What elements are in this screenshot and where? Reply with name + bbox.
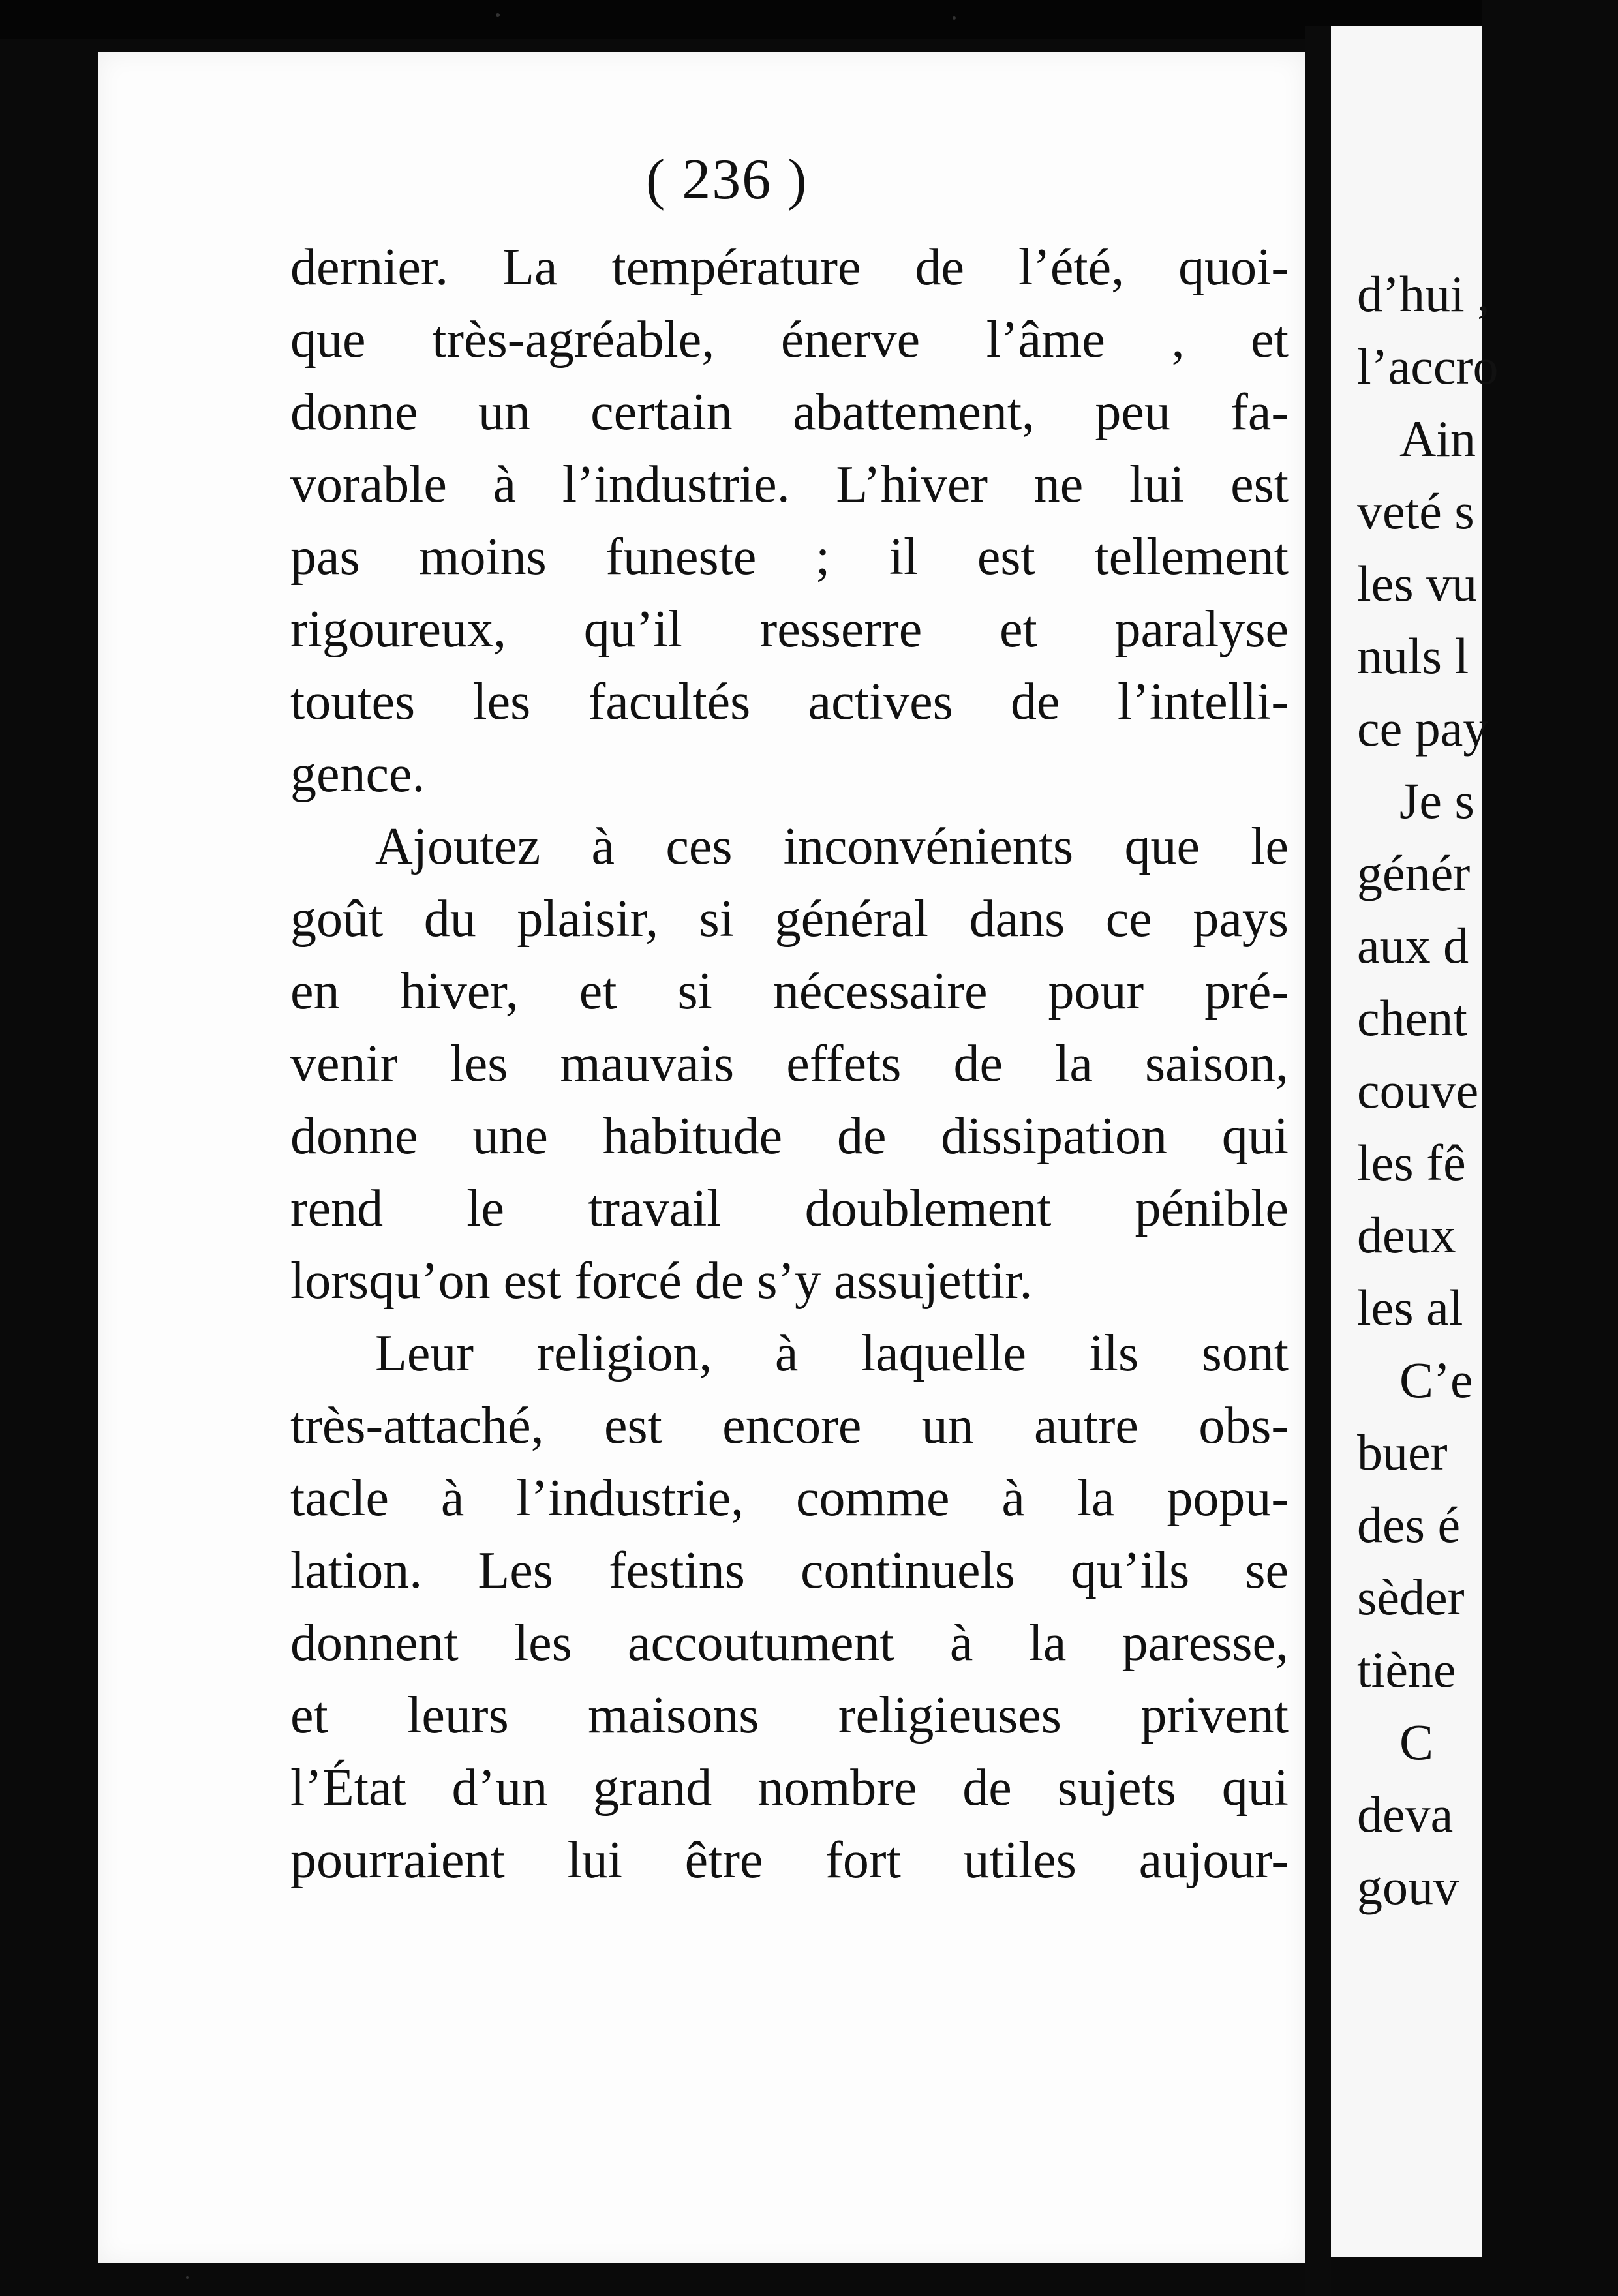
text-line: donnent les accoutument à la paresse, (290, 1614, 1289, 1672)
facing-text-line: les vu (1357, 555, 1478, 612)
facing-text-line: Je s (1399, 772, 1474, 829)
facing-text-line: C (1399, 1714, 1434, 1770)
text-line: très-attaché, est encore un autre obs- (290, 1397, 1289, 1455)
facing-text-line: tiène (1357, 1641, 1456, 1698)
facing-text-line: Ain (1399, 410, 1476, 467)
facing-text-line: deva (1357, 1786, 1454, 1843)
facing-text-line: deux (1357, 1207, 1456, 1263)
text-line: donne une habitude de dissipation qui (290, 1108, 1289, 1165)
text-line: tacle à l’industrie, comme à la popu- (290, 1470, 1289, 1527)
text-line: pas moins funeste ; il est tellement (290, 528, 1289, 586)
text-line: l’État d’un grand nombre de sujets qui (290, 1759, 1289, 1817)
scan-border-top (0, 0, 1482, 39)
text-line: goût du plaisir, si général dans ce pays (290, 890, 1289, 948)
text-line: vorable à l’industrie. L’hiver ne lui est (290, 456, 1289, 513)
facing-text-line: des é (1357, 1496, 1461, 1553)
facing-text-line: veté s (1357, 483, 1474, 539)
text-line: pourraient lui être fort utiles aujour- (290, 1832, 1289, 1889)
text-line: venir les mauvais effets de la saison, (290, 1035, 1289, 1093)
scan-speck (186, 2276, 189, 2279)
text-line: toutes les facultés actives de l’intelli- (290, 673, 1289, 731)
text-line: gence. (290, 746, 425, 803)
facing-text-line: buer (1357, 1424, 1448, 1481)
text-line: que très-agréable, énerve l’âme , et (290, 311, 1289, 369)
text-line: Leur religion, à laquelle ils sont (375, 1325, 1289, 1382)
facing-text-line: aux d (1357, 917, 1469, 974)
facing-text-line: gouv (1357, 1858, 1459, 1915)
page-number: ( 236 ) (646, 148, 808, 211)
facing-text-line: ce pay (1357, 700, 1489, 757)
facing-text-line: C’e (1399, 1352, 1473, 1408)
facing-text-line: les fê (1357, 1134, 1466, 1191)
facing-text-line: nuls l (1357, 627, 1469, 684)
body-text (290, 232, 1289, 1897)
facing-text-line: l’accro (1357, 338, 1499, 395)
text-line: lorsqu’on est forcé de s’y assujettir. (290, 1252, 1033, 1310)
right-facing-page (1331, 26, 1499, 2257)
text-line: et leurs maisons religieuses privent (290, 1687, 1289, 1744)
text-line: Ajoutez à ces inconvénients que le (375, 818, 1289, 875)
facing-text-line: d’hui , (1357, 265, 1490, 322)
facing-text-line: chent (1357, 989, 1467, 1046)
text-line: dernier. La température de l’été, quoi- (290, 239, 1289, 296)
book-gutter (1305, 26, 1331, 2296)
facing-text-line: les al (1357, 1279, 1463, 1336)
facing-text-line: couve (1357, 1062, 1479, 1119)
text-line: lation. Les festins continuels qu’ils se (290, 1542, 1289, 1599)
facing-text-line: sèder (1357, 1569, 1465, 1625)
text-line: donne un certain abattement, peu fa- (290, 384, 1289, 441)
scan-speck (496, 13, 500, 17)
text-line: rigoureux, qu’il resserre et paralyse (290, 601, 1289, 658)
scan-speck (953, 16, 956, 20)
facing-page-text (1357, 258, 1618, 1923)
text-line: rend le travail doublement pénible (290, 1180, 1289, 1237)
facing-text-line: génér (1357, 845, 1471, 901)
text-line: en hiver, et si nécessaire pour pré- (290, 963, 1289, 1020)
